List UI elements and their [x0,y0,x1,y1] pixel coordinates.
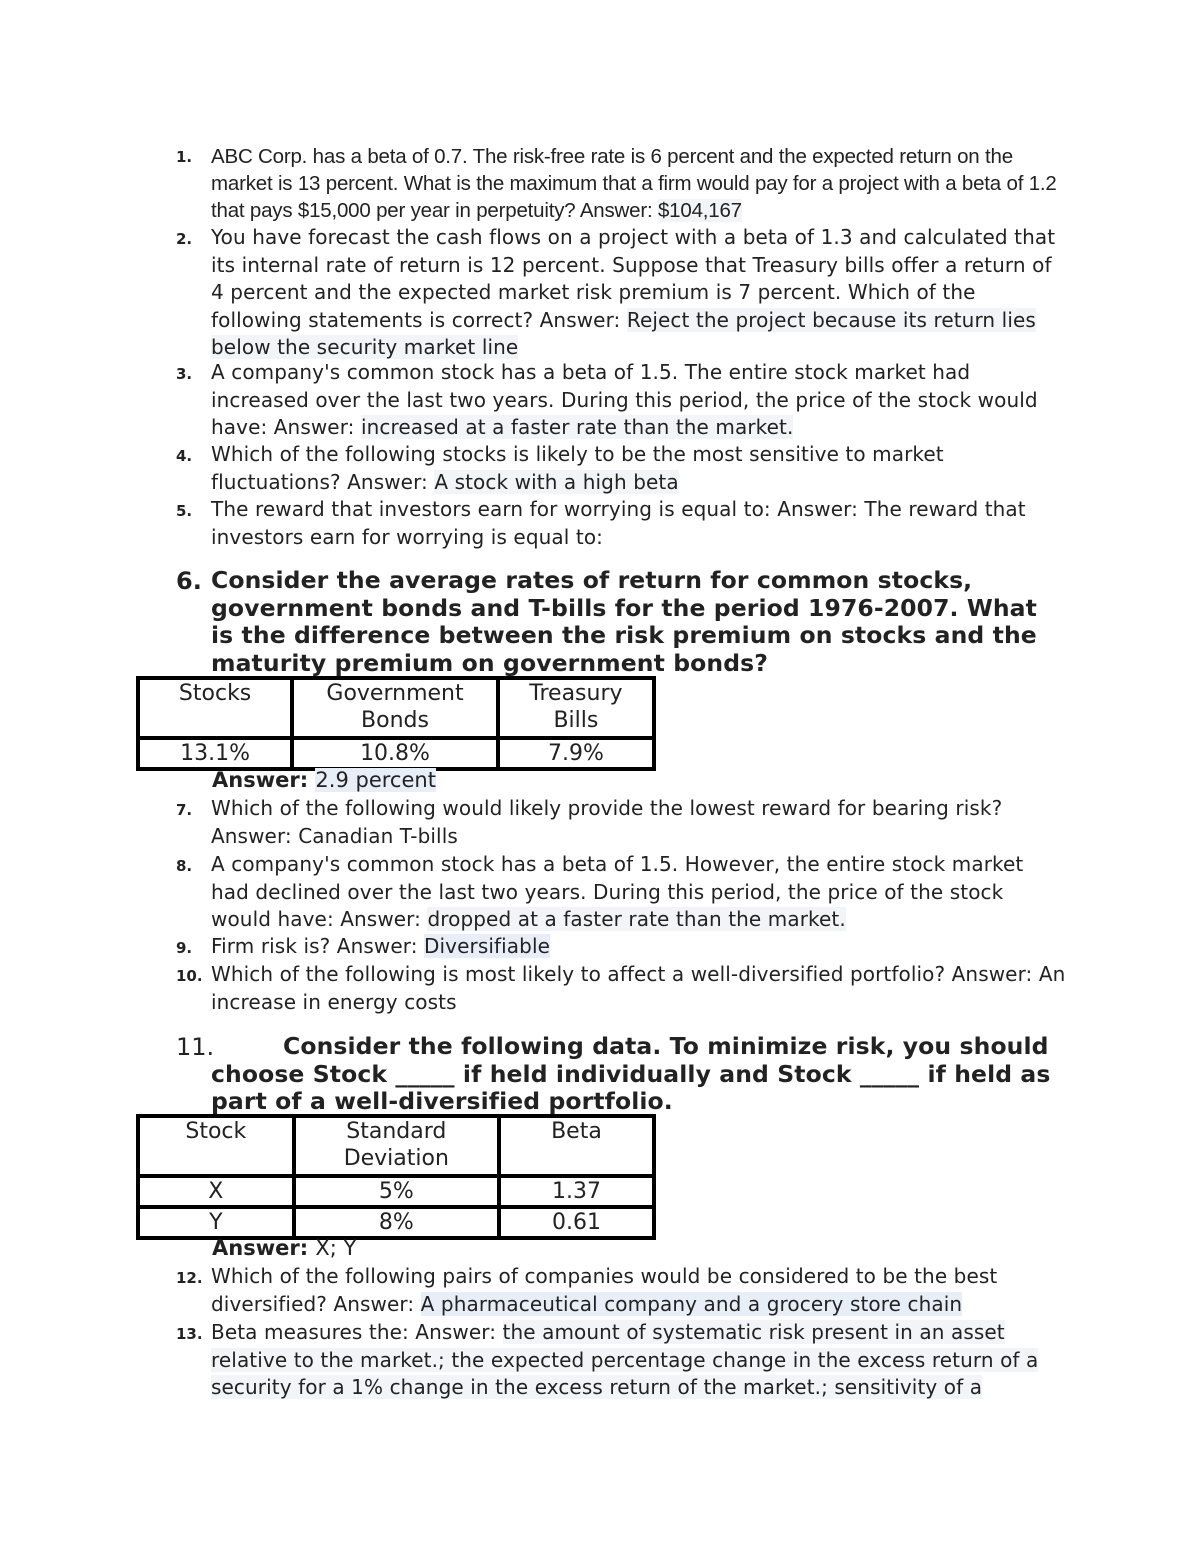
question-number: 3. [176,365,193,383]
question-text: Beta measures the: Answer: the amount of systematic risk present in an asset relative to the market.; the expected percentage change in the excess return of a security for a 1% change in the excess return of the market.; sensitivity of a [211,1320,1039,1399]
question-text: Consider the following data. To minimize risk, you should choose Stock _____ if held individually and Stock _____ if held as part of a well-diversified portfolio. [211,1032,1051,1115]
question-7 [176,795,1066,850]
question-number: 4. [176,447,193,465]
table-cell: X [138,1176,294,1207]
question-8 [176,851,1066,934]
answer-text: Reject the project because its return lies below the security market line [211,307,1036,359]
answer-text: the amount of systematic risk present in an asset relative to the market.; the expected percentage change in the excess return of a security for a 1% change in the excess return of the market.; sensitivity of a [211,1320,1039,1399]
answer-text: Diversifiable [424,934,551,958]
table-cell: 5% [294,1176,499,1207]
table-cell: 0.61 [499,1207,654,1238]
answer-line: Answer: X; Y [212,1236,357,1260]
table-header: Standard Deviation [294,1116,499,1176]
question-2 [176,224,1066,362]
question-11 [176,1033,1066,1116]
question-text: Firm risk is? Answer: Diversifiable [211,934,551,958]
question-number: 1. [176,148,193,166]
returns-table [136,676,656,771]
question-text: ABC Corp. has a beta of 0.7. The risk-free rate is 6 percent and the expected return on the market is 13 percent. What is the maximum that a firm would pay for a project with a beta of 1.2 that pays $15,000 per year in perpetuity? Answer: $104,167 [211,145,1057,222]
question-5 [176,496,1066,551]
question-text: Consider the average rates of return for common stocks, government bonds and T-bills for the period 1976-2007. What is the difference between the risk premium on stocks and the maturity premium on government bonds? [211,566,1037,677]
question-text: A company's common stock has a beta of 1.5. The entire stock market had increased over the last two years. During this period, the price of the stock would have: Answer: increased at a faster rate than the market. [211,360,1038,439]
table-cell: Y [138,1207,294,1238]
question-13 [176,1319,1066,1402]
question-number: 7. [176,801,193,819]
table-cell: 7.9% [498,738,654,769]
question-number: 9. [176,939,193,957]
question-number: 13. [176,1325,203,1343]
question-number: 5. [176,502,193,520]
question-number: 12. [176,1269,203,1287]
question-text: Which of the following pairs of companies would be considered to be the best diversified? Answer: A pharmaceutical company and a grocery store chain [211,1264,998,1316]
question-4 [176,441,1066,496]
question-number: 10. [176,967,203,985]
answer-text: X; Y [315,1236,357,1260]
question-number: 8. [176,857,193,875]
answer-text: A pharmaceutical company and a grocery store chain [420,1291,963,1316]
answer-text: $104,167 [657,199,742,222]
question-3 [176,359,1066,442]
table-cell: 10.8% [292,738,498,769]
question-12 [176,1263,1066,1318]
table-header: Government Bonds [292,678,498,738]
question-text: Which of the following would likely provide the lowest reward for bearing risk? Answer: Canadian T-bills [211,796,1003,848]
answer-text: dropped at a faster rate than the market. [427,907,846,931]
table-cell: 13.1% [138,738,292,769]
table-cell: 1.37 [499,1176,654,1207]
question-text: A company's common stock has a beta of 1.5. However, the entire stock market had declined over the last two years. During this period, the price of the stock would have: Answer: dropped at a faster rate than the market. [211,852,1024,931]
answer-line: Answer: 2.9 percent [212,768,436,792]
question-number: 6. [176,567,202,595]
question-9 [176,933,1066,961]
table-cell: 8% [294,1207,499,1238]
table-header: Beta [499,1116,654,1176]
answer-text: 2.9 percent [315,768,436,792]
question-1 [176,143,1066,224]
question-text: You have forecast the cash flows on a project with a beta of 1.3 and calculated that its internal rate of return is 12 percent. Suppose that Treasury bills offer a return of 4 percent and the expected market risk premium is 7 percent. Which of the following statements is correct? Answer: Reject the project because its return lies below the security market line [211,225,1056,359]
table-header: Stock [138,1116,294,1176]
question-6 [176,567,1066,677]
question-text: The reward that investors earn for worrying is equal to: Answer: The reward that investors earn for worrying is equal to: [211,497,1026,549]
question-10 [176,961,1066,1016]
question-number: 2. [176,230,193,248]
question-text: Which of the following stocks is likely to be the most sensitive to market fluctuations? Answer: A stock with a high beta [211,442,944,494]
question-text: Which of the following is most likely to affect a well-diversified portfolio? Answer: An increase in energy costs [211,962,1066,1014]
stock-data-table [136,1114,656,1240]
question-number: 11. [176,1033,215,1061]
table-header: Treasury Bills [498,678,654,738]
answer-text: A stock with a high beta [434,469,679,494]
table-header: Stocks [138,678,292,738]
answer-text: increased at a faster rate than the market. [360,415,794,439]
